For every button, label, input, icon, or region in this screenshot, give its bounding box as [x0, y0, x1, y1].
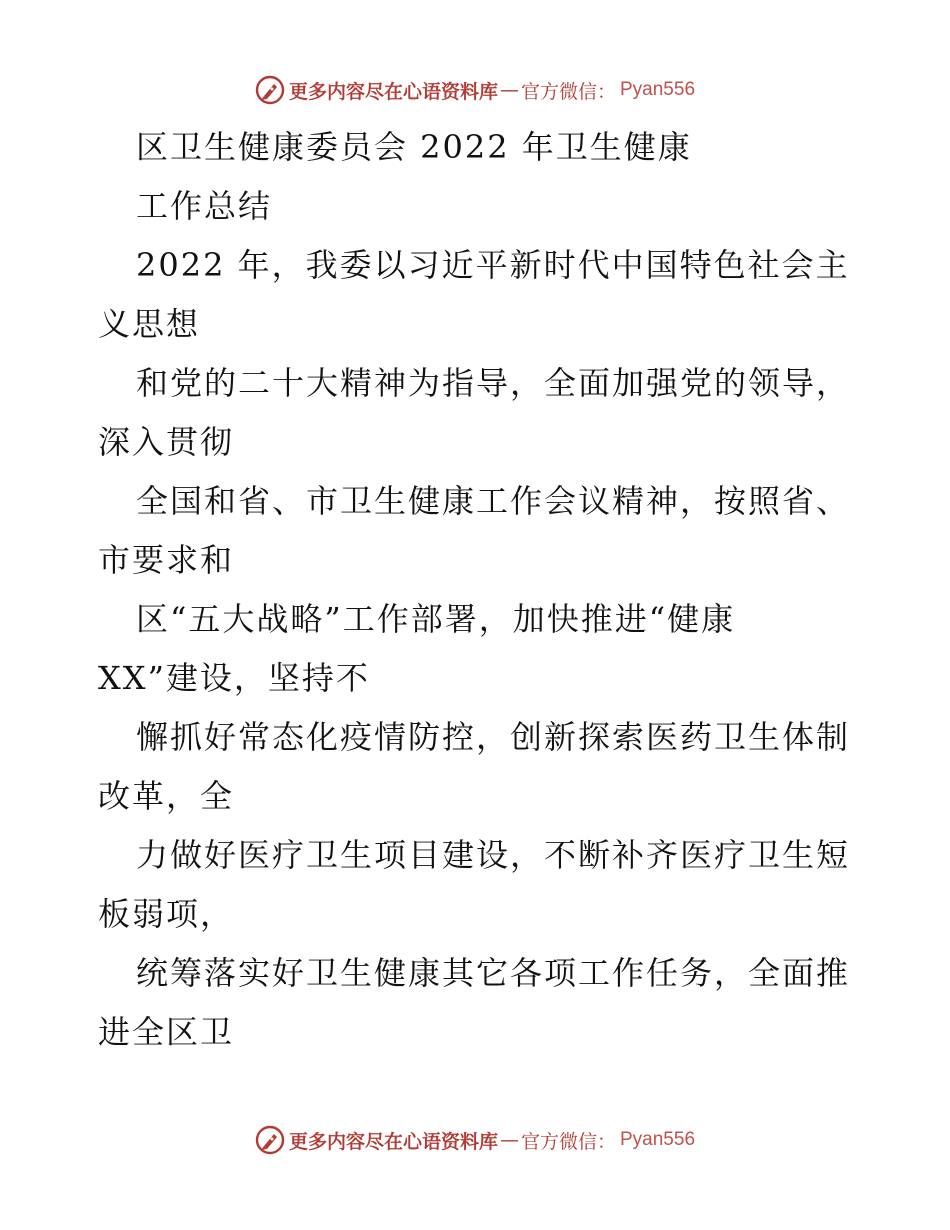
header-separator: —	[499, 79, 519, 101]
paragraph-line: 深入贯彻	[98, 423, 235, 461]
paragraph-line: 懈抓好常态化疫情防控，创新探索医药卫生体制	[136, 718, 851, 756]
document-body	[98, 118, 858, 1062]
paragraph-line: 进全区卫	[98, 1013, 235, 1051]
footer-promo-text: 更多内容尽在心语资料库	[288, 1130, 498, 1153]
header-wechat-account: Pyan556	[620, 79, 696, 100]
footer-banner	[0, 1120, 950, 1160]
paragraph-line: XX”建设，坚持不	[98, 659, 370, 697]
paragraph-line: 力做好医疗卫生项目建设，不断补齐医疗卫生短	[136, 836, 851, 874]
paragraph-line: 全国和省、市卫生健康工作会议精神，按照省、	[136, 482, 851, 520]
paragraph-line: 义思想	[98, 305, 201, 343]
header-promo-text: 更多内容尽在心语资料库	[288, 80, 498, 103]
paragraph-line: 市要求和	[98, 541, 235, 579]
paragraph-line: 板弱项，	[98, 895, 235, 933]
paragraph-line: 统筹落实好卫生健康其它各项工作任务，全面推	[136, 954, 851, 992]
footer-wechat-label: 官方微信：	[520, 1130, 616, 1153]
footer-wechat-account: Pyan556	[620, 1129, 696, 1150]
pen-nib-logo-icon	[255, 1125, 285, 1155]
paragraph-line: 区“五大战略”工作部署，加快推进“健康	[136, 600, 736, 638]
paragraph-line: 2022 年，我委以习近平新时代中国特色社会主	[136, 246, 850, 284]
footer-separator: —	[499, 1129, 519, 1151]
paragraph-line: 和党的二十大精神为指导，全面加强党的领导，	[136, 364, 851, 402]
header-wechat-label: 官方微信：	[520, 80, 616, 103]
title-line-1: 区卫生健康委员会 2022 年卫生健康	[136, 128, 692, 166]
paragraph-line: 改革，全	[98, 777, 235, 815]
title-line-2: 工作总结	[136, 187, 273, 225]
pen-nib-logo-icon	[255, 75, 285, 105]
header-banner	[0, 70, 950, 110]
